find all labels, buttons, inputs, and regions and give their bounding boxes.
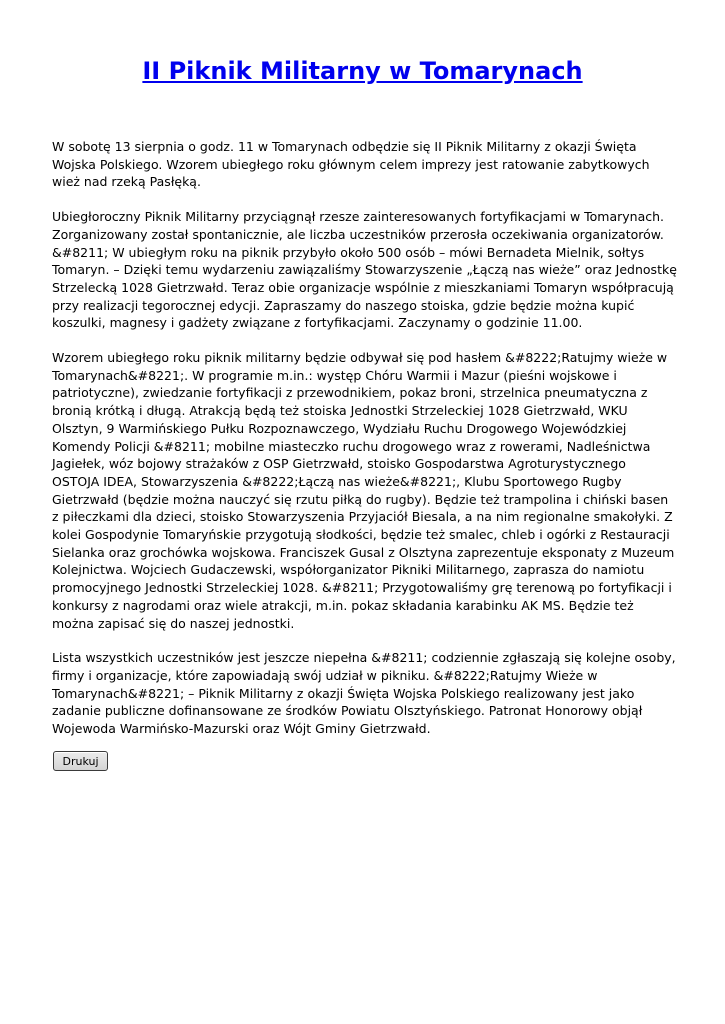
print-button[interactable]: Drukuj [53, 751, 108, 771]
article-paragraph-4: Lista wszystkich uczestników jest jeszcze niepełna &#8211; codziennie zgłaszają się kolejne osoby, firmy i organizacje, które zapowiadają swój udział w pikniku. &#8222;Ratujmy Wieże w Tomarynach&#8221; – Piknik Militarny z okazji Święta Wojska Polskiego realizowany jest jako zadanie publiczne dofinansowane ze środków Powiatu Olsztyńskiego. Patronat Honorowy objął Wojewoda Warmińsko-Mazurski oraz Wójt Gminy Gietrzwałd. [52, 650, 676, 737]
page-title [0, 54, 725, 88]
article-paragraph-3: Wzorem ubiegłego roku piknik militarny będzie odbywał się pod hasłem &#8222;Ratujmy wieże w Tomarynach&#8221;. W programie m.in.: występ Chóru Warmii i Mazur (pieśni wojskowe i patriotyczne), zwiedzanie fortyfikacji z przewodnikiem, pokaz broni, strzelnica pneumatyczna z bronią krótką i długą. Atrakcją będą też stoiska Jednostki Strzeleckiej 1028 Gietrzwałd, WKU Olsztyn, 9 Warmińskiego Pułku Rozpoznawczego, Wydziału Ruchu Drogowego Wojewódzkiej Komendy Policji &#8211; mobilne miasteczko ruchu drogowego wraz z rowerami, Nadleśnictwa Jagiełek, wóz bojowy strażaków z OSP Gietrzwałd, stoisko Gospodarstwa Agroturystycznego OSTOJA IDEA, Stowarzyszenia &#8222;Łączą nas wieże&#8221;, Klubu Sportowego Rugby Gietrzwałd (będzie można nauczyć się rzutu piłką do rugby). Będzie też trampolina i chiński basen z piłeczkami dla dzieci, stoisko Stowarzyszenia Przyjaciół Biesala, a na nim regionalne smakołyki. Z kolei Gospodynie Tomaryńskie przygotują słodkości, będzie też smalec, chleb i ogórki z Restauracji Sielanka oraz grochówka wojskowa. Franciszek Gusal z Olsztyna zaprezentuje eksponaty z Muzeum Kolejnictwa. Wojciech Gudaczewski, współorganizator Pikniki Militarnego, zaprasza do namiotu promocyjnego Jednostki Strzeleckiej 1028. &#8211; Przygotowaliśmy grę terenową po fortyfikacji i konkursy z nagrodami oraz wiele atrakcji, m.in. pokaz składania karabinku AK MS. Będzie też można zapisać się do naszej jednostki. [52, 350, 675, 631]
article-body [52, 138, 677, 755]
article-paragraph-1: W sobotę 13 sierpnia o godz. 11 w Tomarynach odbędzie się II Piknik Militarny z okazji Święta Wojska Polskiego. Wzorem ubiegłego roku głównym celem imprezy jest ratowanie zabytkowych wież nad rzeką Pasłęką. [52, 139, 650, 190]
article-paragraph-2: Ubiegłoroczny Piknik Militarny przyciągnął rzesze zainteresowanych fortyfikacjami w Tomarynach. Zorganizowany został spontanicznie, ale liczba uczestników przerosła oczekiwania organizatorów. &#8211; W ubiegłym roku na piknik przybyło około 500 osób – mówi Bernadeta Mielnik, sołtys Tomaryn. – Dzięki temu wydarzeniu zawiązaliśmy Stowarzyszenie „Łączą nas wieże” oraz Jednostkę Strzelecką 1028 Gietrzwałd. Teraz obie organizacje wspólnie z mieszkaniami Tomaryn współpracują przy realizacji tegorocznej edycji. Zapraszamy do naszego stoiska, gdzie będzie można kupić koszulki, magnesy i gadżety związane z fortyfikacjami. Zaczynamy o godzinie 11.00. [52, 209, 677, 331]
article-title-link[interactable]: II Piknik Militarny w Tomarynach [142, 57, 583, 85]
